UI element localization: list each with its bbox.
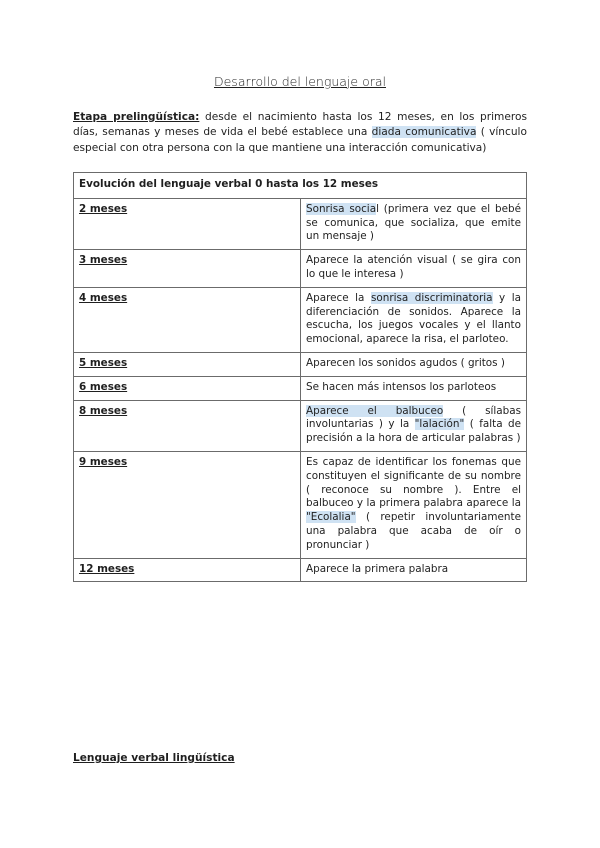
row-description [301, 376, 527, 400]
highlighted-term: "lalación" [414, 418, 465, 431]
intro-lead: Etapa prelingüística: [73, 111, 200, 123]
table-row [74, 198, 527, 249]
language-evolution-table [73, 172, 527, 582]
row-description [301, 198, 527, 249]
table-header: Evolución del lenguaje verbal 0 hasta los 12 meses [74, 173, 527, 199]
table-header-row [74, 173, 527, 199]
table-row [74, 352, 527, 376]
description-text: Aparece la atención visual ( se gira con lo que le interesa ) [306, 254, 521, 280]
description-text: Aparece la [306, 291, 371, 304]
highlighted-term: Sonrisa socia [306, 202, 377, 215]
highlighted-term: "Ecolalia" [306, 511, 356, 524]
description-text: ( falta de precisión a la hora de articular palabras ) [306, 418, 521, 445]
intro-text-after: ( vínculo especial con otra persona con la que mantiene una interacción comunicativa) [73, 126, 527, 154]
row-age: 4 meses [74, 287, 301, 352]
row-description [301, 352, 527, 376]
row-description [301, 400, 527, 451]
description-text: ( sílabas involuntarias ) y la [306, 404, 521, 431]
row-description [301, 287, 527, 352]
intro-paragraph [73, 110, 527, 156]
description-text: Aparecen los sonidos agudos ( gritos ) [306, 356, 505, 369]
row-age: 6 meses [74, 376, 301, 400]
description-text: y la diferenciación de sonidos. Aparece la escucha, los juegos vocales y el llanto emocional, aparece la risa, el parloteo. [306, 291, 521, 346]
row-age: 2 meses [74, 198, 301, 249]
description-text: ( repetir involuntariamente una palabra que acaba de oír o pronunciar ) [306, 511, 521, 551]
intro-highlight: diada comunicativa [371, 126, 477, 139]
description-text: l (primera vez que el bebé se comunica, que socializa, que emite un mensaje ) [306, 202, 521, 243]
intro-text-before: desde el nacimiento hasta los 12 meses, en los primeros días, semanas y meses de vida el bebé establece una [73, 111, 527, 139]
table-row [74, 451, 527, 558]
section-heading: Lenguaje verbal lingüística [73, 752, 235, 764]
row-age: 8 meses [74, 400, 301, 451]
table-row [74, 400, 527, 451]
row-description [301, 451, 527, 558]
highlighted-term: sonrisa discriminatoria [370, 291, 493, 304]
row-age: 12 meses [74, 558, 301, 582]
table-row [74, 558, 527, 582]
row-age: 5 meses [74, 352, 301, 376]
document-title: Desarrollo del lenguaje oral [213, 74, 386, 89]
description-text: Se hacen más intensos los parloteos [306, 380, 497, 393]
description-text: Aparece la primera palabra [306, 562, 449, 575]
table-row [74, 376, 527, 400]
row-description [301, 558, 527, 582]
row-age: 9 meses [74, 451, 301, 558]
description-text: Es capaz de identificar los fonemas que constituyen el significante de su nombre ( reconoce su nombre ). Entre el balbuceo y la primera palabra aparece la [306, 455, 521, 510]
row-description [301, 250, 527, 288]
table-row [74, 287, 527, 352]
table-row [74, 250, 527, 288]
row-age: 3 meses [74, 250, 301, 288]
highlighted-term: Aparece el balbuceo [306, 404, 444, 417]
